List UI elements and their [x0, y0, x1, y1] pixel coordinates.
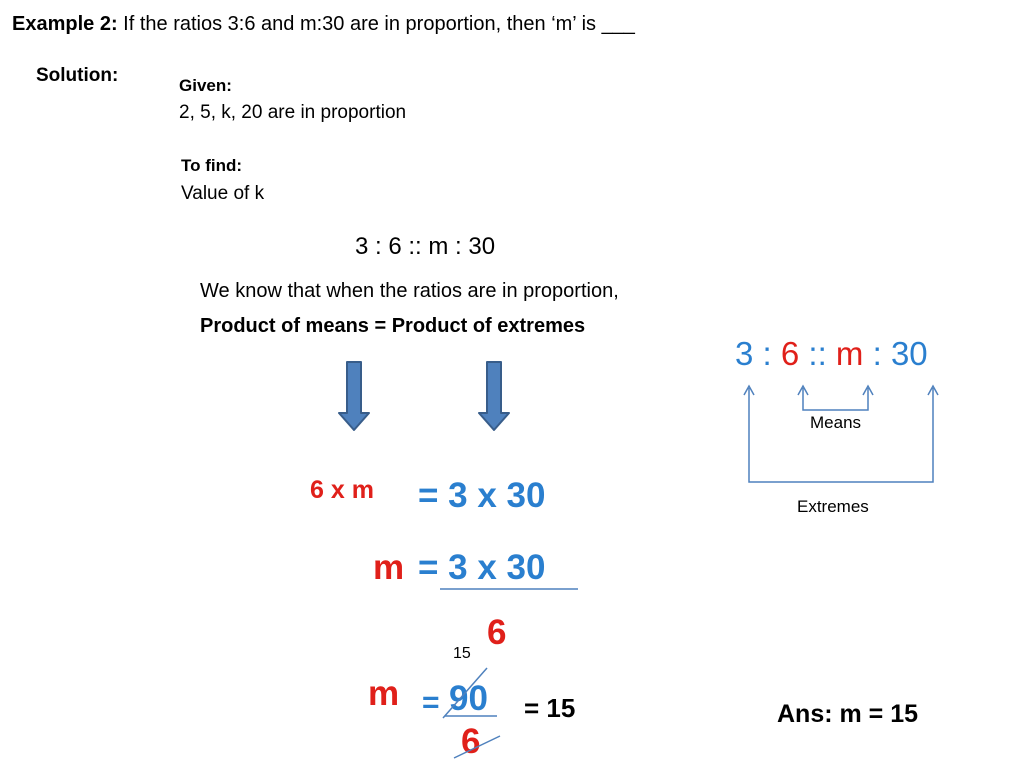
statement-line-1: We know that when the ratios are in proportion, — [200, 280, 619, 302]
strike-through-90 — [443, 668, 487, 718]
rhs-step-2: = 3 x 30 — [418, 548, 546, 587]
question-text: If the ratios 3:6 and m:30 are in proportion, then ‘m’ is ___ — [117, 13, 635, 35]
example-label: Example 2: — [12, 13, 118, 35]
term-m: m — [835, 335, 864, 372]
means-label: Means — [810, 413, 862, 432]
denominator-step-2: 6 — [487, 613, 507, 652]
denominator-6: 6 — [461, 722, 481, 761]
numerator-90: 90 — [449, 679, 488, 718]
to-find-label: To find: — [181, 156, 243, 175]
lhs-step-3: m — [368, 674, 400, 713]
term-6: 6 — [780, 335, 800, 372]
means-bracket — [798, 386, 873, 410]
term-3: 3 — [735, 335, 754, 372]
down-arrow-right — [479, 362, 509, 430]
to-find-text: Value of k — [181, 183, 265, 204]
given-text: 2, 5, k, 20 are in proportion — [179, 102, 407, 123]
term-30: 30 — [890, 335, 928, 372]
lhs-step-2: m — [373, 548, 405, 587]
given-label: Given: — [179, 76, 232, 95]
lhs-step-1: 6 x m — [310, 476, 374, 504]
colon-2: : — [872, 335, 882, 372]
answer-text: Ans: m = 15 — [777, 700, 919, 728]
strike-through-6 — [454, 736, 500, 758]
down-arrow-left — [339, 362, 369, 430]
proportion-main: 3 : 6 :: m : 30 — [355, 233, 496, 260]
cancel-result-15: 15 — [453, 645, 471, 662]
extremes-label: Extremes — [797, 497, 869, 516]
result-step-3: = 15 — [524, 693, 576, 723]
colon-1: : — [762, 335, 772, 372]
solution-label: Solution: — [36, 65, 119, 86]
extremes-bracket — [744, 386, 938, 482]
equals-step-3: = — [422, 686, 440, 719]
double-colon: :: — [808, 335, 827, 372]
statement-line-2: Product of means = Product of extremes — [200, 315, 586, 337]
rhs-step-1: = 3 x 30 — [418, 476, 546, 515]
